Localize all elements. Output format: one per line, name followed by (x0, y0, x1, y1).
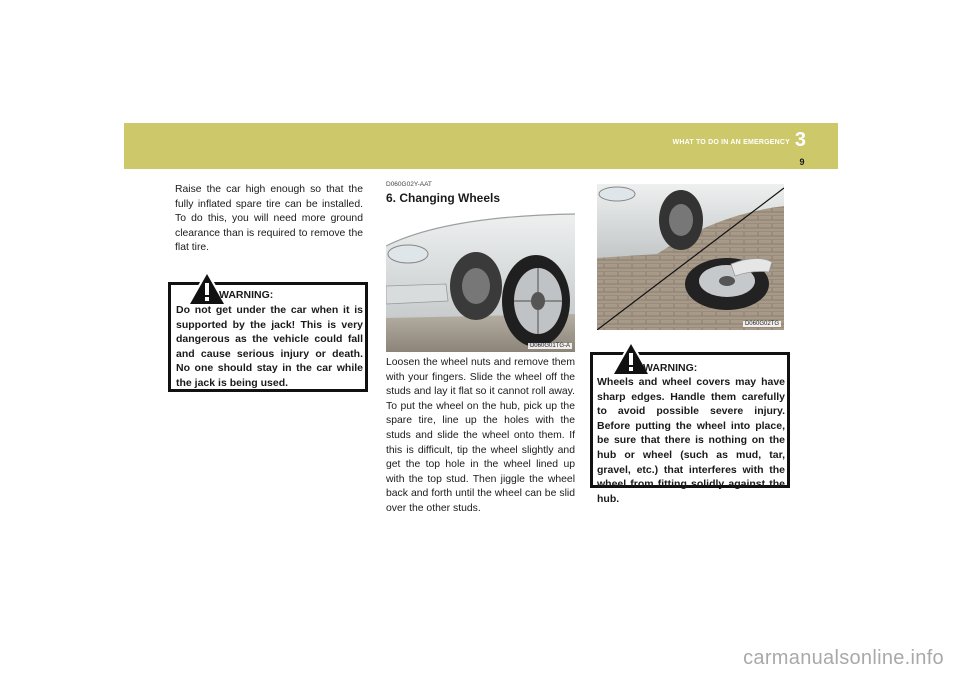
warning-body: Wheels and wheel covers may have sharp edges. Handle them carefully to avoid possible severe injury. Before putting the wheel into place, be sure that there is nothing on the hub or wheel (such as mud, tar, gravel, etc.) that interferes with the wheel from fitting solidly against the hub. (597, 376, 785, 505)
section-title: WHAT TO DO IN AN EMERGENCY (672, 139, 790, 146)
warning-title: WARNING: (643, 362, 698, 374)
image-label: D060G02TG (744, 321, 779, 327)
page-number-tab (790, 155, 814, 169)
spare-tire-image (597, 184, 784, 330)
section-code: D060G02Y-AAT (386, 181, 432, 188)
watermark: carmanualsonline.info (743, 647, 944, 669)
wheel-edge-warning-box (590, 352, 790, 505)
car-wheel-image (386, 206, 575, 352)
changing-wheels-paragraph-block (386, 356, 575, 517)
intro-paragraph: Raise the car high enough so that the fully inflated spare tire can be installed. To do this, you will need more ground clearance than is required to remove the flat tire. (175, 184, 363, 254)
warning-body: Do not get under the car when it is supported by the jack! This is very dangerous as the vehicle could fall and cause serious injury or death. No one should stay in the car while the jack is being used. (176, 304, 363, 389)
wheel-removal-illustration (386, 206, 575, 352)
changing-wheels-paragraph: Loosen the wheel nuts and remove them with your fingers. Slide the wheel off the studs and lay it flat so it cannot roll away. To put the wheel on the hub, pick up the spare tire, line up the holes with the studs and slide the wheel onto them. If this is difficult, tip the wheel slightly and get the top hole in the wheel lined up with the top stud. Then jiggle the wheel back and forth until the wheel can be slid over the other studs. (386, 357, 575, 514)
spare-tire-illustration (597, 184, 784, 330)
section-heading: 6. Changing Wheels (386, 191, 501, 205)
jack-warning-box (168, 282, 368, 392)
page-number: 9 (799, 157, 805, 167)
warning-title: WARNING: (219, 289, 274, 301)
image-label: D060G01TG-A (529, 343, 570, 349)
header-band (124, 123, 838, 169)
chapter-number: 3 (794, 129, 806, 151)
intro-paragraph-block (175, 183, 363, 256)
